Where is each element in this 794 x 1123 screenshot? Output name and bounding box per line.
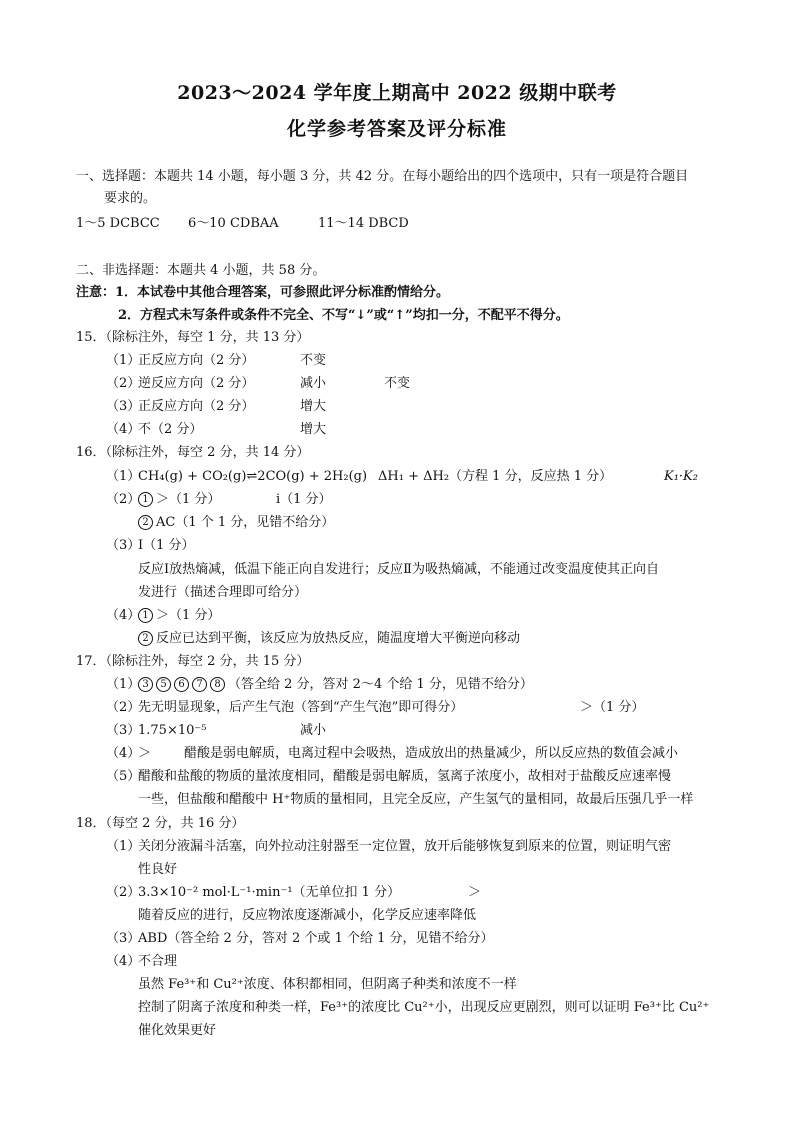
- circled-number: 6: [174, 677, 189, 692]
- q17-header: 17．（除标注外，每空 2 分，共 15 分）: [76, 654, 310, 669]
- q16-part3c: 发进行（描述合理即可给分）: [138, 585, 308, 600]
- circled-number: 8: [210, 677, 225, 692]
- choice-answers-3: 11～14 DBCD: [318, 216, 409, 231]
- q17-part5: 醋酸和盐酸的物质的量浓度相同，醋酸是弱电解质，氢离子浓度小，故相对于盐酸反应速率慢: [138, 769, 672, 784]
- q17-part3: 1.75×10⁻⁵: [138, 723, 207, 738]
- q16-enthalpy: ΔH₁ + ΔH₂（方程 1 分，反应热 1 分）: [378, 469, 613, 484]
- q17-num: （2）: [106, 700, 141, 715]
- part2-note-1: 注意：1．本试卷中其他合理答案，可参照此评分标准酌情给分。: [76, 285, 450, 300]
- q15-answer: 不变: [384, 376, 411, 391]
- q16-part4a: 1 ＞（1 分）: [138, 607, 220, 624]
- q18-part2: 3.3×10⁻² mol·L⁻¹·min⁻¹（无单位扣 1 分）: [138, 885, 401, 900]
- q18-part2b: ＞: [468, 885, 482, 900]
- q17-part5-cont: 一些，但盐酸和醋酸中 H⁺物质的量相同，且完全反应，产生氢气的量相同，故最后压强几乎一样: [138, 792, 694, 807]
- q17-part2b: ＞（1 分）: [580, 700, 645, 715]
- circled-number: 2: [138, 515, 153, 530]
- q17-num: （5）: [106, 769, 141, 784]
- q18-part1: 关闭分液漏斗活塞，向外拉动注射器至一定位置，放开后能够恢复到原来的位置，则证明气密: [138, 839, 672, 854]
- part1-heading: 一、选择题：本题共 14 小题，每小题 3 分，共 42 分。在每小题给出的四个选项中，只有一项是符合题目: [76, 169, 689, 184]
- choice-answers-2: 6～10 CDBAA: [188, 216, 279, 231]
- q18-num: （2）: [106, 885, 141, 900]
- q16-k: K₁·K₂: [664, 469, 698, 484]
- q18-part4d: 催化效果更好: [138, 1023, 217, 1038]
- q15-answer: 增大: [300, 399, 327, 414]
- circled-number: 1: [138, 608, 153, 623]
- q17-num: （4）: [106, 746, 141, 761]
- q18-part4a: 不合理: [138, 954, 178, 969]
- q16-part2b: 2 AC（1 个 1 分，见错不给分）: [138, 514, 334, 531]
- q15-num: （3）: [106, 399, 141, 414]
- circled-number: 5: [156, 677, 171, 692]
- q15-answer: 不（2 分）: [138, 422, 203, 437]
- q16-header: 16．（除标注外，每空 2 分，共 14 分）: [76, 445, 310, 460]
- q18-part1-cont: 性良好: [138, 862, 178, 877]
- q17-part2: 先无明显现象，后产生气泡（答到“产生气泡”即可得分）: [138, 700, 464, 715]
- q18-header: 18．（每空 2 分，共 16 分）: [76, 816, 245, 831]
- part2-heading: 二、非选择题：本题共 4 小题，共 58 分。: [76, 263, 326, 278]
- q18-num: （4）: [106, 954, 141, 969]
- q16-num: （3）: [106, 538, 141, 553]
- q16-equation: CH₄(g) + CO₂(g)⇌2CO(g) + 2H₂(g): [138, 469, 368, 484]
- q17-part1: 3 5 6 7 8 （答全给 2 分，答对 2～4 个给 1 分，见错不给分）: [138, 676, 533, 693]
- q16-num: （4）: [106, 608, 141, 623]
- q16-num: （1）: [106, 469, 141, 484]
- circled-number: 2: [138, 631, 153, 646]
- q18-part3: ABD（答全给 2 分，答对 2 个或 1 个给 1 分，见错不给分）: [138, 931, 494, 946]
- circled-number: 7: [192, 677, 207, 692]
- part2-note-2: 2．方程式未写条件或条件不完全、不写“↓”或“↑”均扣一分，不配平不得分。: [118, 308, 569, 323]
- page-title: 2023～2024 学年度上期高中 2022 级期中联考: [177, 82, 617, 104]
- q15-header: 15．（除标注外，每空 1 分，共 13 分）: [76, 330, 310, 345]
- page-subtitle: 化学参考答案及评分标准: [286, 118, 507, 140]
- q16-num: （2）: [106, 492, 141, 507]
- q17-num: （3）: [106, 723, 141, 738]
- q18-num: （1）: [106, 839, 141, 854]
- q15-num: （4）: [106, 422, 141, 437]
- q16-part3b: 反应Ⅰ放热熵减，低温下能正向自发进行；反应Ⅱ为吸热熵减，不能通过改变温度使其正向自: [138, 562, 659, 577]
- q16-part3a: Ⅰ（1 分）: [138, 538, 195, 553]
- q15-answer: 逆反应方向（2 分）: [138, 376, 255, 391]
- q15-answer: 正反应方向（2 分）: [138, 353, 255, 368]
- q16-part2a: 1 ＞（1 分）: [138, 491, 220, 508]
- q16-part2a-2: ⅰ（1 分）: [276, 492, 332, 507]
- q18-part4c: 控制了阴离子浓度和种类一样，Fe³⁺的浓度比 Cu²⁺小，出现反应更剧烈，则可以证明 Fe³⁺比 Cu²⁺: [138, 1000, 710, 1015]
- q18-num: （3）: [106, 931, 141, 946]
- part1-heading-cont: 要求的。: [104, 191, 157, 206]
- q15-answer: 增大: [300, 422, 327, 437]
- q17-part3b: 减小: [300, 723, 327, 738]
- circled-number: 1: [138, 492, 153, 507]
- q15-answer: 减小: [300, 376, 327, 391]
- q16-part4b: 2 反应已达到平衡，该反应为放热反应，随温度增大平衡逆向移动: [138, 630, 520, 647]
- q17-part4: 醋酸是弱电解质，电离过程中会吸热，造成放出的热量减少，所以反应热的数值会减小: [184, 746, 679, 761]
- q15-answer: 正反应方向（2 分）: [138, 399, 255, 414]
- choice-answers-1: 1～5 DCBCC: [76, 216, 160, 231]
- q17-num: （1）: [106, 677, 141, 692]
- q17-part4a: ＞: [138, 746, 152, 761]
- q15-answer: 不变: [300, 353, 327, 368]
- circled-number: 3: [138, 677, 153, 692]
- q15-num: （1）: [106, 353, 141, 368]
- q15-num: （2）: [106, 376, 141, 391]
- q18-part2-cont: 随着反应的进行，反应物浓度逐渐减小，化学反应速率降低: [138, 908, 477, 923]
- q18-part4b: 虽然 Fe³⁺和 Cu²⁺浓度、体积都相同，但阴离子种类和浓度不一样: [138, 977, 517, 992]
